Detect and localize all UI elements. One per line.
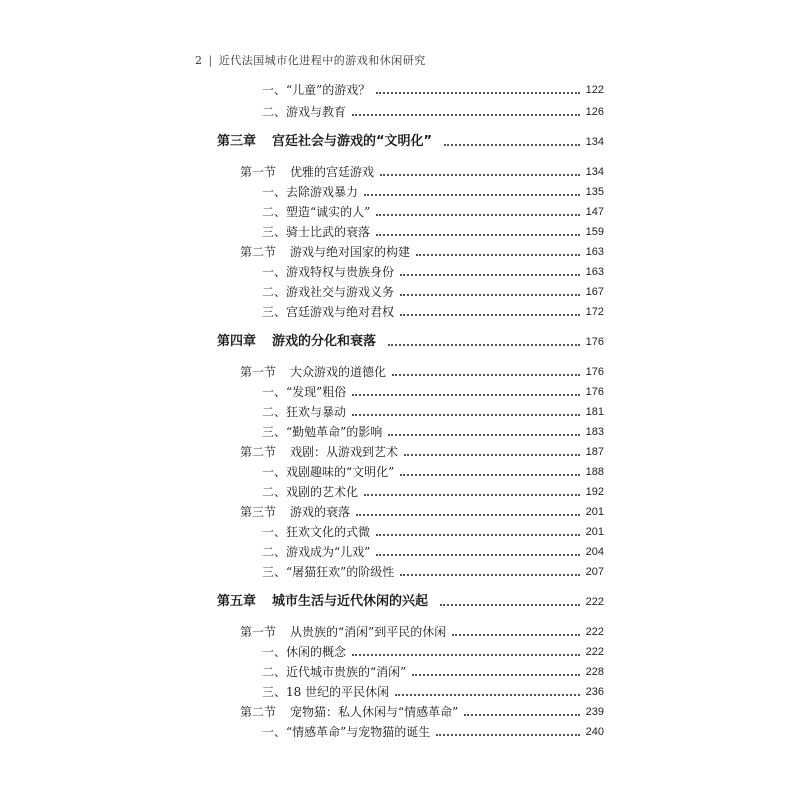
dot-leader bbox=[452, 634, 579, 636]
toc-section-row[interactable] bbox=[240, 164, 604, 180]
toc-entry-text: 一、戏剧趣味的“文明化” bbox=[262, 465, 395, 479]
toc-entry-text: 游戏的衰落 bbox=[290, 505, 351, 519]
toc-page-number: 228 bbox=[585, 666, 604, 678]
toc-section-row[interactable] bbox=[240, 444, 604, 460]
toc-section-row[interactable] bbox=[240, 704, 604, 720]
toc-page-number: 134 bbox=[585, 136, 604, 148]
toc-entry-text: 二、游戏与教育 bbox=[262, 105, 347, 119]
header-separator: | bbox=[208, 53, 213, 67]
dot-leader bbox=[352, 114, 580, 116]
toc-chapter-row[interactable] bbox=[217, 594, 604, 610]
toc-entry-text: 二、塑造“诚实的人” bbox=[262, 205, 371, 219]
toc-item-row[interactable] bbox=[262, 424, 604, 440]
toc-entry-text: 二、游戏社交与游戏义务 bbox=[262, 285, 395, 299]
toc-item-row[interactable] bbox=[262, 464, 604, 480]
toc-entry-text: 三、宫廷游戏与绝对君权 bbox=[262, 305, 395, 319]
toc-item-row[interactable] bbox=[262, 684, 604, 700]
dot-leader bbox=[376, 534, 580, 536]
toc-chapter-title bbox=[217, 134, 432, 150]
toc-section-title bbox=[240, 624, 446, 640]
toc-item-row[interactable] bbox=[262, 224, 604, 240]
toc-item-title bbox=[262, 424, 382, 440]
toc-section-number: 第一节 bbox=[240, 625, 277, 639]
toc-page-number: 207 bbox=[585, 566, 604, 578]
toc-item-row[interactable] bbox=[262, 184, 604, 200]
toc-item-title bbox=[262, 404, 346, 420]
dot-leader bbox=[436, 734, 579, 736]
dot-leader bbox=[376, 214, 579, 216]
toc-section-number: 第一节 bbox=[240, 365, 277, 379]
toc-entry-text: 一、“儿童”的游戏？ bbox=[262, 83, 371, 97]
toc-page-number: 163 bbox=[585, 266, 604, 278]
toc-entry-text: 一、狂欢文化的式微 bbox=[262, 525, 371, 539]
toc-page-number: 201 bbox=[585, 526, 604, 538]
toc-chapter-title bbox=[217, 594, 428, 610]
dot-leader bbox=[400, 294, 580, 296]
toc-entry-text: 一、游戏特权与贵族身份 bbox=[262, 265, 395, 279]
toc-item-title bbox=[262, 664, 406, 680]
toc-section-number: 第二节 bbox=[240, 705, 277, 719]
toc-item-row[interactable] bbox=[262, 524, 604, 540]
toc-page-number: 134 bbox=[585, 166, 604, 178]
toc-item-title bbox=[262, 384, 346, 400]
toc-section-row[interactable] bbox=[240, 624, 604, 640]
dot-leader bbox=[376, 234, 580, 236]
dot-leader bbox=[395, 694, 580, 696]
toc-page-number: 163 bbox=[585, 246, 604, 258]
toc-page-number: 222 bbox=[585, 626, 604, 638]
toc-item-title bbox=[262, 284, 394, 300]
toc-item-row[interactable] bbox=[262, 564, 604, 580]
toc-page-number: 181 bbox=[585, 406, 604, 418]
dot-leader bbox=[392, 374, 580, 376]
toc-entry-text: 二、游戏成为“儿戏” bbox=[262, 545, 371, 559]
toc-section-title bbox=[240, 164, 374, 180]
toc-chapter-row[interactable] bbox=[217, 334, 604, 350]
toc-entry-text: 三、“屠猫狂欢”的阶级性 bbox=[262, 565, 395, 579]
toc-item-row[interactable] bbox=[262, 284, 604, 300]
dot-leader bbox=[376, 554, 579, 556]
toc-page-number: 176 bbox=[585, 336, 604, 348]
toc-item-row[interactable] bbox=[262, 304, 604, 320]
toc-entry-text: 游戏与绝对国家的构建 bbox=[290, 245, 411, 259]
page-number: 2 bbox=[195, 53, 203, 67]
dot-leader bbox=[444, 144, 580, 146]
toc-section-title bbox=[240, 704, 458, 720]
toc-entry-text: 一、休闲的概念 bbox=[262, 645, 347, 659]
toc-section-title bbox=[240, 244, 410, 260]
toc-item-row[interactable] bbox=[262, 204, 604, 220]
toc-chapter-title bbox=[217, 334, 376, 350]
toc-entry-text: 一、“情感革命”与宠物猫的诞生 bbox=[262, 725, 431, 739]
toc-page-number: 239 bbox=[585, 706, 604, 718]
toc-page-number: 176 bbox=[585, 386, 604, 398]
toc-page-number: 183 bbox=[585, 426, 604, 438]
toc-entry-text: 二、狂欢与暴动 bbox=[262, 405, 347, 419]
toc-page-number: 192 bbox=[585, 486, 604, 498]
toc-entry-text: 三、18 世纪的平民休闲 bbox=[262, 685, 390, 699]
toc-item-row[interactable] bbox=[262, 104, 604, 120]
toc-entry-text: 优雅的宫廷游戏 bbox=[290, 165, 375, 179]
dot-leader bbox=[416, 254, 580, 256]
dot-leader bbox=[412, 674, 579, 676]
dot-leader bbox=[400, 314, 580, 316]
dot-leader bbox=[352, 394, 579, 396]
toc-page-number: 159 bbox=[585, 226, 604, 238]
toc-item-title bbox=[262, 684, 389, 700]
toc-page-number: 135 bbox=[585, 186, 604, 198]
toc-entry-text: 一、“发现”粗俗 bbox=[262, 385, 347, 399]
toc-item-row[interactable] bbox=[262, 484, 604, 500]
toc-section-number: 第二节 bbox=[240, 245, 277, 259]
toc-item-title bbox=[262, 184, 358, 200]
toc-section-title bbox=[240, 444, 398, 460]
toc-chapter-number: 第四章 bbox=[217, 334, 257, 349]
toc-item-title bbox=[262, 82, 370, 98]
toc-item-title bbox=[262, 104, 346, 120]
toc-page-number: 222 bbox=[585, 596, 604, 608]
dot-leader bbox=[364, 494, 580, 496]
toc-item-row[interactable] bbox=[262, 384, 604, 400]
toc-entry-text: 宠物猫：私人休闲与“情感革命” bbox=[290, 705, 459, 719]
toc-entry-text: 二、戏剧的艺术化 bbox=[262, 485, 359, 499]
dot-leader bbox=[388, 434, 579, 436]
toc-item-title bbox=[262, 724, 430, 740]
toc-page-number: 147 bbox=[585, 206, 604, 218]
dot-leader bbox=[440, 604, 580, 606]
toc-chapter-row[interactable] bbox=[217, 134, 604, 150]
toc-chapter-number: 第五章 bbox=[217, 594, 257, 609]
toc-page-number: 126 bbox=[585, 106, 604, 118]
toc-item-title bbox=[262, 644, 346, 660]
dot-leader bbox=[400, 574, 579, 576]
toc-entry-text: 大众游戏的道德化 bbox=[290, 365, 387, 379]
toc-section-number: 第三节 bbox=[240, 505, 277, 519]
toc-page-number: 176 bbox=[585, 366, 604, 378]
dot-leader bbox=[400, 274, 580, 276]
toc-page-number: 172 bbox=[585, 306, 604, 318]
dot-leader bbox=[352, 654, 580, 656]
toc-entry-text: 戏剧：从游戏到艺术 bbox=[290, 445, 399, 459]
running-title: 近代法国城市化进程中的游戏和休闲研究 bbox=[218, 54, 426, 67]
toc-page-number: 222 bbox=[585, 646, 604, 658]
toc-section-row[interactable] bbox=[240, 504, 604, 520]
toc-section-number: 第一节 bbox=[240, 165, 277, 179]
toc-item-row[interactable] bbox=[262, 404, 604, 420]
toc-entry-text: 从贵族的“消闲”到平民的休闲 bbox=[290, 625, 447, 639]
toc-item-title bbox=[262, 484, 358, 500]
dot-leader bbox=[380, 174, 580, 176]
toc-item-title bbox=[262, 264, 394, 280]
toc-page-number: 201 bbox=[585, 506, 604, 518]
toc-section-row[interactable] bbox=[240, 244, 604, 260]
toc-item-title bbox=[262, 544, 370, 560]
toc-item-row[interactable] bbox=[262, 264, 604, 280]
toc-item-title bbox=[262, 464, 394, 480]
toc-item-title bbox=[262, 524, 370, 540]
dot-leader bbox=[356, 514, 580, 516]
toc-entry-text: 城市生活与近代休闲的兴起 bbox=[272, 594, 429, 609]
dot-leader bbox=[364, 194, 580, 196]
toc-item-row[interactable] bbox=[262, 664, 604, 680]
dot-leader bbox=[376, 92, 579, 94]
toc-item-title bbox=[262, 204, 370, 220]
toc-item-row[interactable] bbox=[262, 82, 604, 98]
dot-leader bbox=[464, 714, 579, 716]
toc-entry-text: 游戏的分化和衰落 bbox=[272, 334, 377, 349]
toc-page-number: 188 bbox=[585, 466, 604, 478]
dot-leader bbox=[388, 344, 580, 346]
toc-item-row[interactable] bbox=[262, 544, 604, 560]
toc-page-number: 122 bbox=[585, 84, 604, 96]
toc-entry-text: 三、骑士比武的衰落 bbox=[262, 225, 371, 239]
toc-page-number: 204 bbox=[585, 546, 604, 558]
dot-leader bbox=[352, 414, 580, 416]
dot-leader bbox=[404, 454, 580, 456]
toc-chapter-number: 第三章 bbox=[217, 134, 257, 149]
toc-item-title bbox=[262, 564, 394, 580]
toc-item-row[interactable] bbox=[262, 644, 604, 660]
toc-item-row[interactable] bbox=[262, 724, 604, 740]
toc-section-title bbox=[240, 504, 350, 520]
toc-entry-text: 二、近代城市贵族的“消闲” bbox=[262, 665, 407, 679]
toc-entry-text: 宫廷社会与游戏的“文明化” bbox=[272, 134, 433, 149]
toc-item-title bbox=[262, 304, 394, 320]
toc-section-number: 第二节 bbox=[240, 445, 277, 459]
toc-page-number: 167 bbox=[585, 286, 604, 298]
dot-leader bbox=[400, 474, 579, 476]
toc-entry-text: 三、“勤勉革命”的影响 bbox=[262, 425, 383, 439]
toc-section-row[interactable] bbox=[240, 364, 604, 380]
toc-entry-text: 一、去除游戏暴力 bbox=[262, 185, 359, 199]
toc-page-number: 236 bbox=[585, 686, 604, 698]
toc-page-number: 240 bbox=[585, 726, 604, 738]
toc-section-title bbox=[240, 364, 386, 380]
toc-item-title bbox=[262, 224, 370, 240]
toc-page-number: 187 bbox=[585, 446, 604, 458]
